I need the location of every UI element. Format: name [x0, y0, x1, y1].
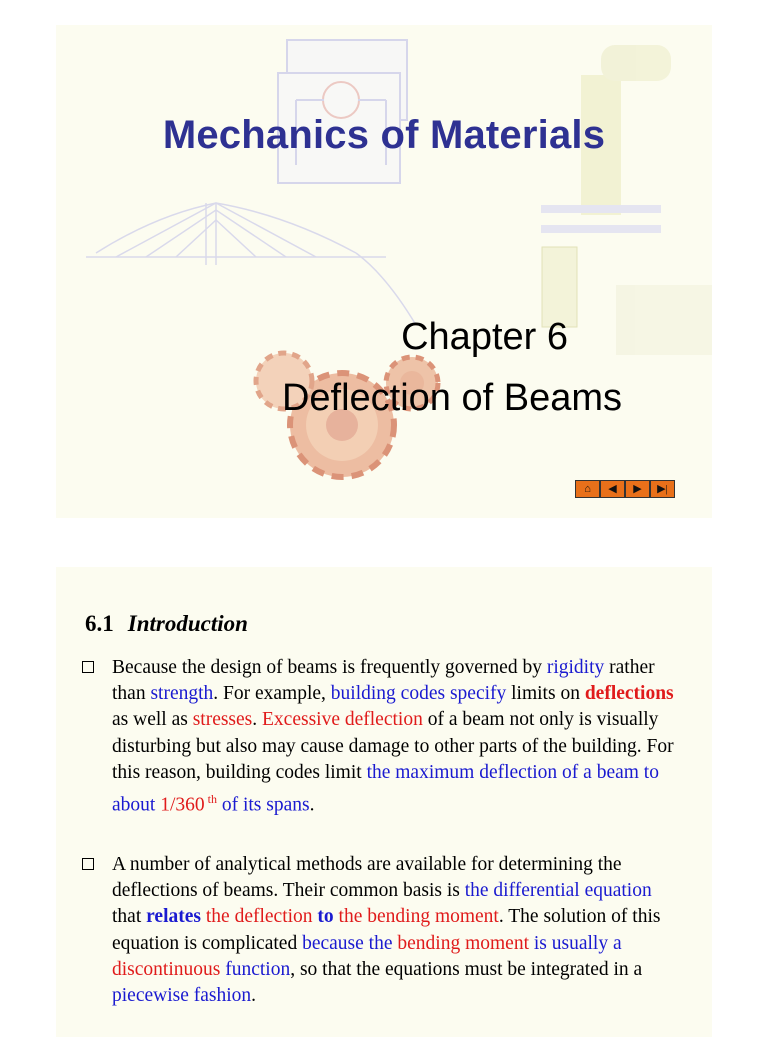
- section-title: Introduction: [127, 611, 248, 636]
- text-run: Because the design of beams is frequently governed by: [112, 657, 547, 678]
- text-run: stresses: [192, 709, 253, 731]
- text-run: rigidity: [546, 657, 605, 678]
- text-run: building codes specify: [330, 683, 507, 705]
- section-heading: [85, 611, 248, 637]
- text-run: of a beam not only is visually disturbing but also may cause damage to other parts of the building. For this reason, building codes limit: [112, 709, 674, 783]
- next-button[interactable]: [625, 480, 650, 498]
- title-slide: [56, 25, 712, 518]
- home-button[interactable]: [575, 480, 600, 498]
- text-run: as well as: [112, 709, 193, 731]
- text-run: bending moment: [397, 932, 529, 954]
- end-button[interactable]: [650, 480, 675, 498]
- bridge-graphic: [86, 203, 416, 325]
- text-run: th: [204, 792, 217, 807]
- triangle-right-icon: ▶: [633, 482, 642, 495]
- checkbox-bullet-icon: [82, 661, 94, 673]
- text-run: rather than: [112, 657, 655, 705]
- text-run: function: [220, 958, 291, 980]
- text-run: A number of analytical methods are available for determining the deflections of beams. Their common basis is: [112, 854, 622, 902]
- text-run: strength: [150, 683, 214, 705]
- text-run: discontinuous: [112, 958, 221, 980]
- text-run: is usually a: [528, 932, 622, 954]
- presentation-title: Mechanics of Materials: [162, 113, 606, 157]
- text-run: relates: [146, 906, 201, 928]
- text-run: . For example,: [213, 683, 331, 705]
- slide-navigation: [575, 480, 675, 498]
- previous-button[interactable]: [600, 480, 625, 498]
- text-run: .: [309, 794, 315, 816]
- text-run: 1/360: [160, 794, 205, 816]
- text-run: limits on: [506, 683, 585, 705]
- section-number: 6.1: [85, 611, 114, 636]
- text-run: the deflection: [201, 906, 318, 928]
- background-graphics: [56, 25, 712, 518]
- text-run: .: [251, 985, 257, 1007]
- text-run: the bending moment: [333, 906, 499, 928]
- text-run: . The solution of this equation is complicated: [112, 906, 661, 954]
- bullet-text: [82, 655, 682, 819]
- end-icon: ▶|: [657, 482, 668, 495]
- text-run: piecewise fashion: [112, 985, 252, 1007]
- bullet-paragraph-methods: [82, 852, 682, 1009]
- checkbox-bullet-icon: [82, 858, 94, 870]
- triangle-left-icon: ◀: [608, 482, 617, 495]
- text-run: the differential equation: [464, 880, 652, 902]
- text-run: , so that the equations must be integrated in a: [290, 958, 643, 980]
- text-run: deflections: [584, 683, 674, 705]
- text-run: because the: [302, 932, 398, 954]
- introduction-slide: [56, 567, 712, 1037]
- circuit-panel-graphic: [278, 40, 407, 183]
- bullet-text: [82, 852, 682, 1009]
- chapter-number: Chapter 6: [401, 316, 568, 358]
- text-run: .: [252, 709, 263, 731]
- pipe-graphic: [541, 45, 712, 355]
- text-run: the maximum deflection of a beam to about: [112, 761, 659, 816]
- chapter-title: Deflection of Beams: [281, 377, 622, 419]
- text-run: Excessive deflection: [262, 709, 423, 731]
- text-run: that: [112, 906, 147, 928]
- home-icon: ⌂: [584, 482, 591, 495]
- text-run: to: [317, 906, 334, 928]
- bullet-paragraph-rigidity: [82, 655, 682, 819]
- text-run: of its spans: [216, 794, 310, 816]
